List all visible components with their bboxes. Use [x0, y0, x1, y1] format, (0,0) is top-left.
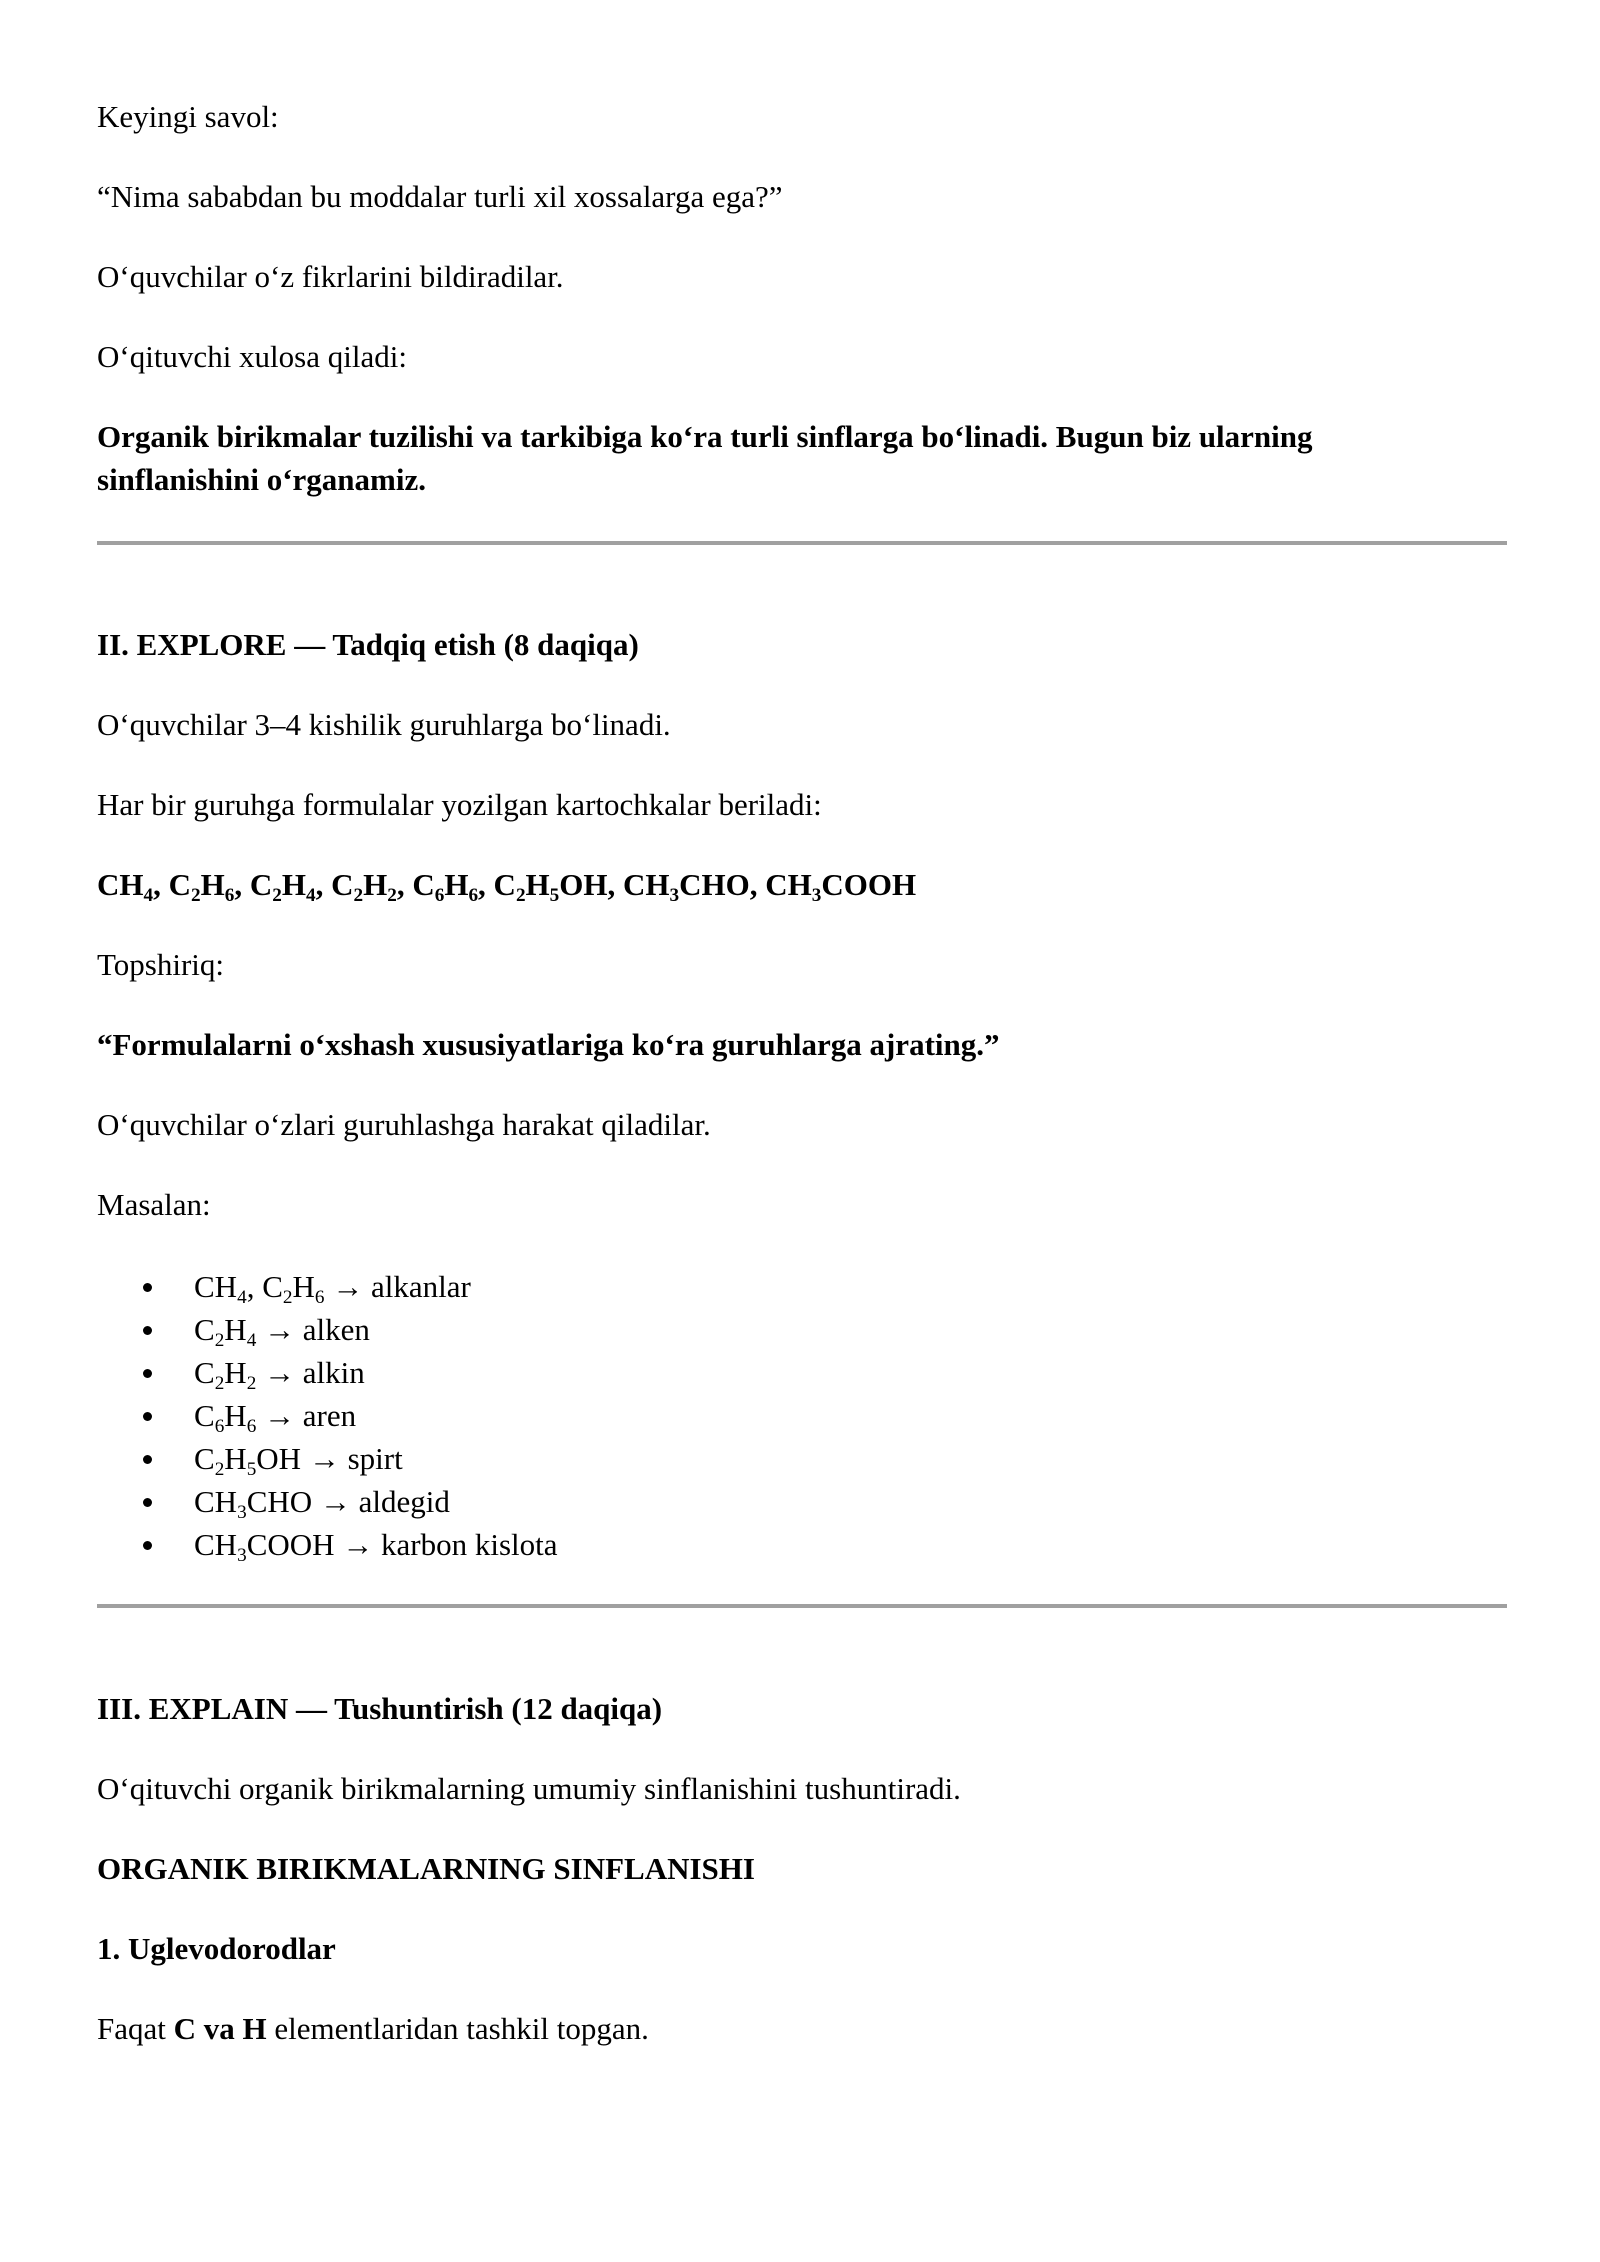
list-item [97, 1308, 558, 1351]
compound-class: spirt [347, 1441, 403, 1476]
arrow-icon: → [334, 1527, 382, 1562]
compound-class: aldegid [358, 1484, 450, 1519]
bullet-icon [143, 1498, 152, 1507]
list-item [97, 1437, 558, 1480]
example-bullet-list [97, 1265, 558, 1566]
bullet-icon [143, 1541, 152, 1550]
arrow-icon: → [256, 1312, 303, 1347]
explore-heading: II. EXPLORE — Tadqiq etish (8 daqiqa) [97, 627, 639, 662]
compound-class: alkin [302, 1355, 365, 1390]
chemical-formula: $C_2H_2$ [331, 867, 397, 907]
arrow-icon: → [256, 1398, 303, 1433]
chemical-formula: $CH_3COOH$ [765, 867, 917, 907]
chemical-formula: $CH_4$ [194, 1269, 247, 1309]
list-item [97, 1480, 558, 1523]
teacher-concludes-text: O‘qituvchi xulosa qiladi: [97, 339, 407, 374]
classification-title: ORGANIK BIRIKMALARNING SINFLANISHI [97, 1851, 755, 1886]
compound-class: alken [302, 1312, 370, 1347]
bullet-icon [143, 1369, 152, 1378]
chemical-formula: $C_2H_4$ [194, 1312, 257, 1352]
conclusion-line-1: Organik birikmalar tuzilishi va tarkibiga ko‘ra turli sinflarga bo‘linadi. Bugun biz ularning [97, 419, 1313, 454]
bullet-icon [143, 1283, 152, 1292]
chemical-formula: $C_2H_2$ [194, 1355, 257, 1395]
explain-heading: III. EXPLAIN — Tushuntirish (12 daqiqa) [97, 1691, 663, 1726]
section-1-heading: 1. Uglevodorodlar [97, 1931, 336, 1966]
hydrocarbon-definition [97, 2008, 649, 2050]
bullet-icon [143, 1412, 152, 1421]
bullet-icon [143, 1455, 152, 1464]
example-label: Masalan: [97, 1187, 211, 1222]
arrow-icon: → [301, 1441, 348, 1476]
chemical-formula: $C_2H_5OH$ [493, 867, 608, 907]
arrow-icon: → [312, 1484, 359, 1519]
cards-intro-text: Har bir guruhga formulalar yozilgan kartochkalar beriladi: [97, 787, 822, 822]
definition-suffix: elementlaridan tashkil topgan. [266, 2011, 649, 2046]
formula-list: $CH_4$, $C_2H_6$, $C_2H_4$, $C_2H_2$, $C_6H_6$, $C_2H_5OH$, $CH_3CHO$, $CH_3COOH$ [97, 867, 917, 907]
chemical-formula: $C_2H_6$ [262, 1269, 325, 1309]
students-try-text: O‘quvchilar o‘zlari guruhlashga harakat qiladilar. [97, 1107, 711, 1142]
chemical-formula: $C_2H_5OH$ [194, 1441, 302, 1481]
chemical-formula: $C_6H_6$ [412, 867, 479, 907]
arrow-icon: → [324, 1269, 371, 1304]
definition-prefix: Faqat [97, 2011, 174, 2046]
explain-intro-text: O‘qituvchi organik birikmalarning umumiy sinflanishini tushuntiradi. [97, 1771, 961, 1806]
students-opinion-text: O‘quvchilar o‘z fikrlarini bildiradilar. [97, 259, 564, 294]
chemical-formula: $CH_3COOH$ [194, 1527, 335, 1567]
chemical-formula: $CH_4$ [97, 867, 154, 907]
compound-class: karbon kislota [381, 1527, 558, 1562]
horizontal-divider [97, 1604, 1507, 1608]
arrow-icon: → [256, 1355, 303, 1390]
chemical-formula: $CH_3CHO$ [623, 867, 750, 907]
list-item [97, 1523, 558, 1566]
groups-text: O‘quvchilar 3–4 kishilik guruhlarga bo‘linadi. [97, 707, 671, 742]
definition-elements: C va H [173, 2011, 267, 2046]
list-item: $CH_4$, $C_2H_6$ → alkanlar [97, 1265, 558, 1308]
chemical-formula: $C_2H_4$ [249, 867, 316, 907]
next-question-label: Keyingi savol: [97, 99, 279, 134]
bullet-icon [143, 1326, 152, 1335]
horizontal-divider [97, 541, 1507, 545]
chemical-formula: $CH_3CHO$ [194, 1484, 313, 1524]
list-item [97, 1394, 558, 1437]
task-text: “Formulalarni o‘xshash xususiyatlariga ko‘ra guruhlarga ajrating.” [97, 1027, 1000, 1062]
chemical-formula: $C_2H_6$ [168, 867, 235, 907]
conclusion-line-2: sinflanishini o‘rganamiz. [97, 462, 426, 497]
list-item [97, 1351, 558, 1394]
task-label: Topshiriq: [97, 947, 224, 982]
compound-class: aren [302, 1398, 357, 1433]
compound-class: alkanlar [370, 1269, 471, 1304]
chemical-formula: $C_6H_6$ [194, 1398, 257, 1438]
question-quote: “Nima sababdan bu moddalar turli xil xossalarga ega?” [97, 179, 783, 214]
